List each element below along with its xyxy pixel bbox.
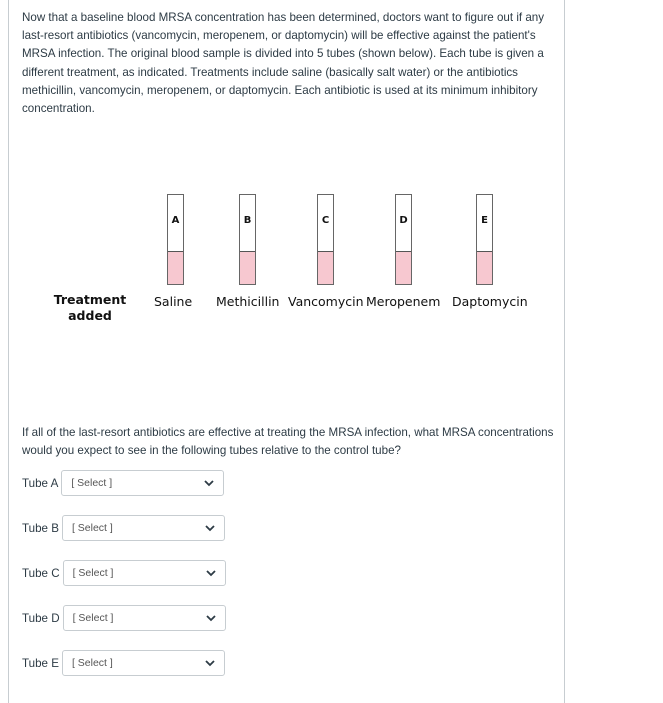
tube-a-liquid (168, 251, 183, 284)
tube-e-select[interactable] (62, 650, 225, 676)
intro-text: Now that a baseline blood MRSA concentration has been determined, doctors want to figure out if any last-resort antibiotics (vancomycin, meropenem, or daptomycin) will be effective against the patient's MRSA infection. The original blood sample is divided into 5 tubes (shown below). Each tube is given a different treatment, as indicated. Treatments include saline (basically salt water) or the antibiotics methicillin, vancomycin, meropenem, or daptomycin. Each antibiotic is used at its minimum inhibitory concentration. (22, 11, 545, 116)
chevron-down-icon (204, 523, 216, 533)
tube-c-select[interactable] (63, 560, 226, 586)
tube-b-select-value: [ Select ] (71, 522, 113, 534)
treatment-saline: Saline (154, 294, 193, 309)
tube-d-answer-label: Tube D (22, 611, 60, 625)
tube-c (317, 194, 334, 285)
tube-b-select[interactable] (62, 515, 225, 541)
tube-b (239, 194, 256, 285)
question-text: If all of the last-resort antibiotics are effective at treating the MRSA infection, what MRSA concentrations would you expect to see in the following tubes relative to the control tube? (22, 426, 554, 458)
tube-a-letter: A (171, 215, 180, 226)
tube-c-liquid (318, 251, 333, 284)
tube-e-letter: E (481, 215, 488, 226)
tube-c-answer-label: Tube C (22, 566, 60, 580)
tube-e-select-value: [ Select ] (71, 657, 113, 669)
tube-d-letter: D (399, 215, 408, 226)
answer-row-tube-e (22, 650, 225, 676)
tube-c-letter: C (321, 215, 330, 226)
tube-a-select[interactable] (61, 470, 224, 496)
tube-b-answer-label: Tube B (22, 521, 59, 535)
tube-e-liquid (477, 251, 492, 284)
answer-row-tube-a (22, 470, 224, 496)
tube-d-select-value: [ Select ] (72, 612, 114, 624)
tube-d-select[interactable] (63, 605, 226, 631)
tube-a-answer-label: Tube A (22, 476, 59, 490)
chevron-down-icon (205, 613, 217, 623)
chevron-down-icon (205, 568, 217, 578)
tube-d-liquid (396, 251, 411, 284)
answer-row-tube-d (22, 605, 226, 631)
chevron-down-icon (204, 658, 216, 668)
treatment-meropenem: Meropenem (366, 294, 441, 309)
answer-row-tube-b (22, 515, 225, 541)
answer-row-tube-c (22, 560, 226, 586)
tube-c-select-value: [ Select ] (72, 567, 114, 579)
treatment-methicillin: Methicillin (216, 294, 280, 309)
tube-a (167, 194, 184, 285)
tube-b-letter: B (243, 215, 252, 226)
treatment-vancomycin: Vancomycin (288, 294, 364, 309)
tube-b-liquid (240, 251, 255, 284)
treatment-added-label: Treatment added (53, 292, 127, 323)
tube-e (476, 194, 493, 285)
treatment-daptomycin: Daptomycin (452, 294, 528, 309)
tube-e-answer-label: Tube E (22, 656, 59, 670)
tube-a-select-value: [ Select ] (71, 477, 113, 489)
tube-d (395, 194, 412, 285)
chevron-down-icon (203, 478, 215, 488)
